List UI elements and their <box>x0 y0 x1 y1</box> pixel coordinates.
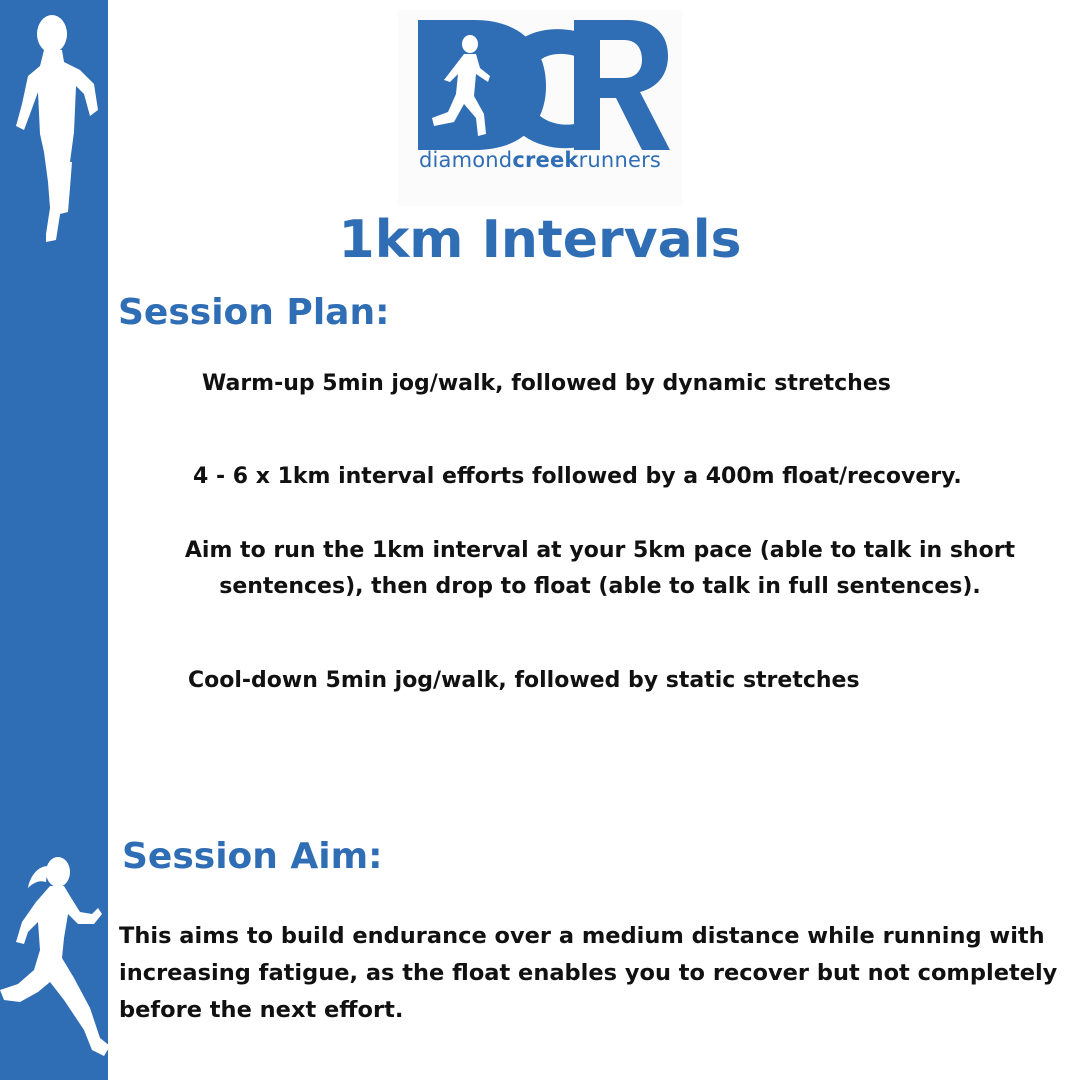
plan-step-warmup: Warm-up 5min jog/walk, followed by dynamic stretches <box>202 371 891 396</box>
plan-step-pace: Aim to run the 1km interval at your 5km pace (able to talk in short sentences), then drop to float (able to talk in full sentences). <box>184 538 1016 599</box>
blue-sidebar <box>0 0 108 1080</box>
session-plan-heading: Session Plan: <box>118 292 390 333</box>
club-logo <box>398 10 682 206</box>
session-aim-heading: Session Aim: <box>122 836 383 877</box>
female-runner-silhouette-icon <box>0 852 112 1064</box>
plan-step-intervals: 4 - 6 x 1km interval efforts followed by a 400m float/recovery. <box>193 464 962 489</box>
page-title: 1km Intervals <box>338 210 742 270</box>
dcr-logo-mark <box>414 16 670 152</box>
logo-wordmark: diamondcreekrunners <box>418 148 662 172</box>
plan-step-cooldown: Cool-down 5min jog/walk, followed by static stretches <box>188 668 860 693</box>
session-aim-text: This aims to build endurance over a medium distance while running with increasing fatigue, as the float enables you to recover but not completely before the next effort. <box>119 923 1058 1023</box>
